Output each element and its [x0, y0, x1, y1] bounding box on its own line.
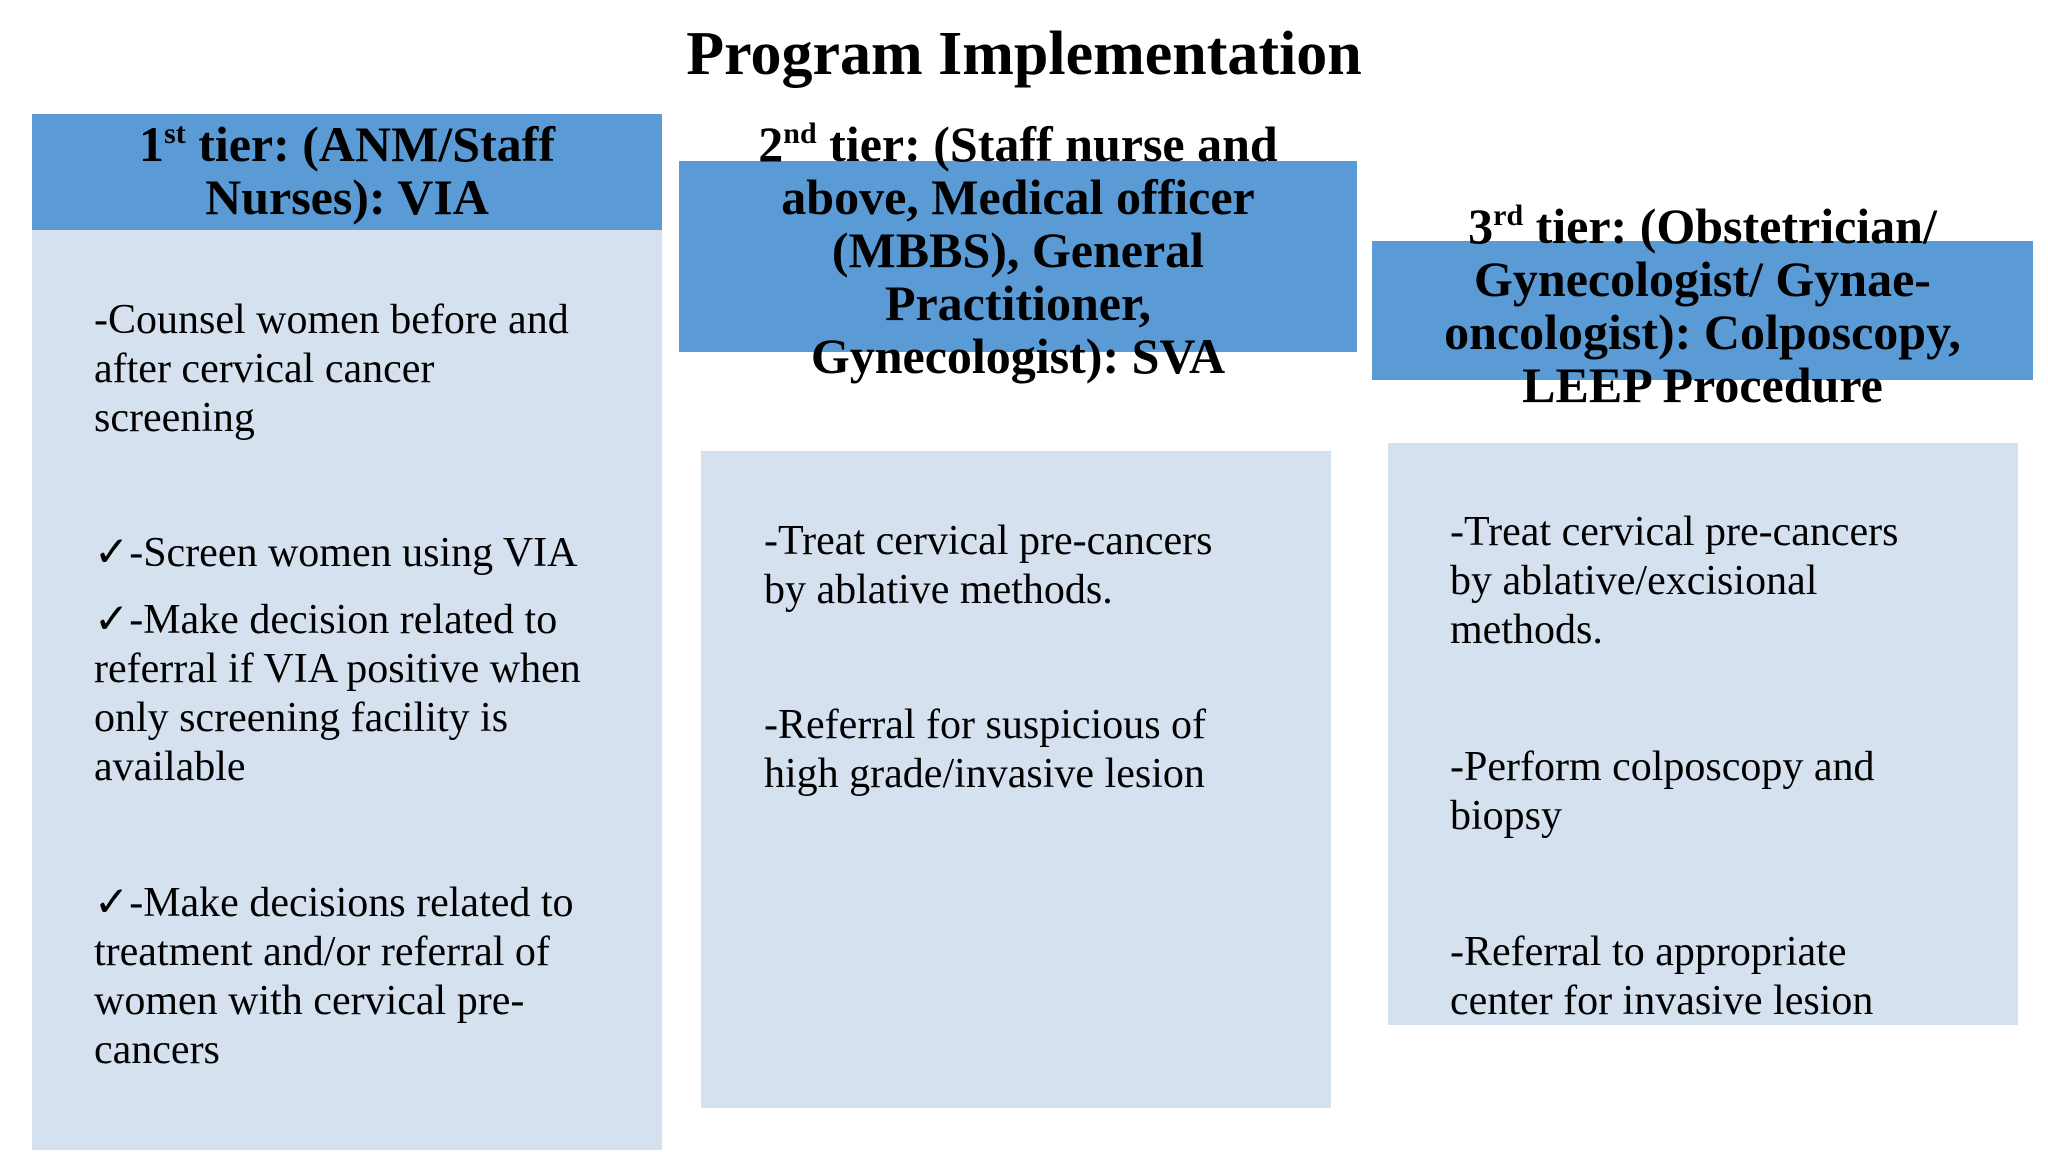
- tier-3-item-1-line: by ablative/excisional: [1450, 558, 1818, 604]
- tier-3-heading: [1372, 200, 2033, 412]
- tier-2-item-2: [764, 701, 1206, 799]
- tier-1-heading-text-1: tier: (ANM/Staff: [185, 116, 555, 172]
- tier-2-ordinal: 2: [758, 116, 784, 172]
- tier-1-item-3-text: -Make decision related to: [129, 597, 558, 643]
- tier-2-ordinal-suffix: nd: [783, 117, 817, 150]
- tier-2-heading-line-1: [679, 118, 1357, 171]
- tier-3-item-3-line: -Referral to appropriate: [1450, 929, 1847, 975]
- tier-2-item-2-line: -Referral for suspicious of: [764, 702, 1207, 748]
- tier-1-item-2-line: [94, 529, 578, 578]
- tier-1-item-4-line: [94, 879, 574, 928]
- tier-2-item-1: [764, 517, 1213, 615]
- tier-1-item-3: [94, 596, 581, 792]
- checkmark-icon: ✓: [94, 530, 130, 576]
- tier-3-heading-line-1: [1372, 200, 2033, 253]
- tier-1-item-1: [94, 296, 569, 443]
- checkmark-icon: ✓: [94, 597, 130, 643]
- tier-1-item-1-line: -Counsel women before and: [94, 297, 569, 343]
- tier-3-heading-text-1: tier: (Obstetrician/: [1523, 198, 1937, 254]
- tier-3-ordinal-suffix: rd: [1493, 199, 1524, 232]
- tier-2-heading-line-2: above, Medical officer: [781, 169, 1255, 225]
- tier-1-item-3-line: [94, 596, 581, 645]
- tier-3-item-1-line: methods.: [1450, 607, 1603, 653]
- tier-3-heading-line-4: LEEP Procedure: [1522, 357, 1883, 413]
- tier-3-ordinal: 3: [1468, 198, 1494, 254]
- tier-2-heading: [679, 118, 1357, 383]
- tier-1-ordinal-suffix: st: [164, 117, 186, 150]
- tier-1-heading-line-2: Nurses): VIA: [205, 169, 489, 225]
- tier-1-item-2: [94, 529, 578, 578]
- tier-1-item-4-line: treatment and/or referral of: [94, 929, 550, 975]
- tier-2-heading-text-1: tier: (Staff nurse and: [816, 116, 1278, 172]
- slide-title: Program Implementation: [686, 20, 1362, 88]
- tier-1-item-4-text: -Make decisions related to: [129, 880, 574, 926]
- tier-3-item-2: [1450, 743, 1875, 841]
- tier-1-item-4-line: women with cervical pre-: [94, 978, 525, 1024]
- tier-1-ordinal: 1: [139, 116, 165, 172]
- tier-2-item-1-line: -Treat cervical pre-cancers: [764, 518, 1213, 564]
- tier-1-heading: [32, 118, 662, 224]
- tier-3-heading-line-2: Gynecologist/ Gynae-: [1474, 251, 1931, 307]
- tier-3-heading-line-3: oncologist): Colposcopy,: [1444, 304, 1961, 360]
- tier-3-item-3-line: center for invasive lesion: [1450, 978, 1874, 1024]
- tier-2-heading-line-4: Practitioner,: [884, 275, 1152, 331]
- tier-3-item-2-line: biopsy: [1450, 793, 1563, 839]
- tier-1-item-2-text: -Screen women using VIA: [129, 530, 578, 576]
- tier-1-item-4-line: cancers: [94, 1027, 220, 1073]
- tier-1-heading-line-1: [32, 118, 662, 171]
- tier-2-item-1-line: by ablative methods.: [764, 567, 1113, 613]
- tier-2-heading-line-5: Gynecologist): SVA: [810, 328, 1226, 384]
- tier-3-item-1: [1450, 508, 1899, 655]
- tier-1-item-4: [94, 879, 574, 1075]
- tier-1-item-1-line: after cervical cancer: [94, 346, 435, 392]
- tier-1-item-1-line: screening: [94, 395, 255, 441]
- tier-1-item-3-line: only screening facility is: [94, 695, 509, 741]
- tier-1-item-3-line: referral if VIA positive when: [94, 646, 581, 692]
- tier-2-item-2-line: high grade/invasive lesion: [764, 751, 1205, 797]
- tier-3-item-3: [1450, 928, 1873, 1026]
- checkmark-icon: ✓: [94, 880, 130, 926]
- tier-2-heading-line-3: (MBBS), General: [831, 222, 1205, 278]
- tier-1-item-3-line: available: [94, 744, 246, 790]
- tier-3-item-1-line: -Treat cervical pre-cancers: [1450, 509, 1899, 555]
- tier-3-item-2-line: -Perform colposcopy and: [1450, 744, 1875, 790]
